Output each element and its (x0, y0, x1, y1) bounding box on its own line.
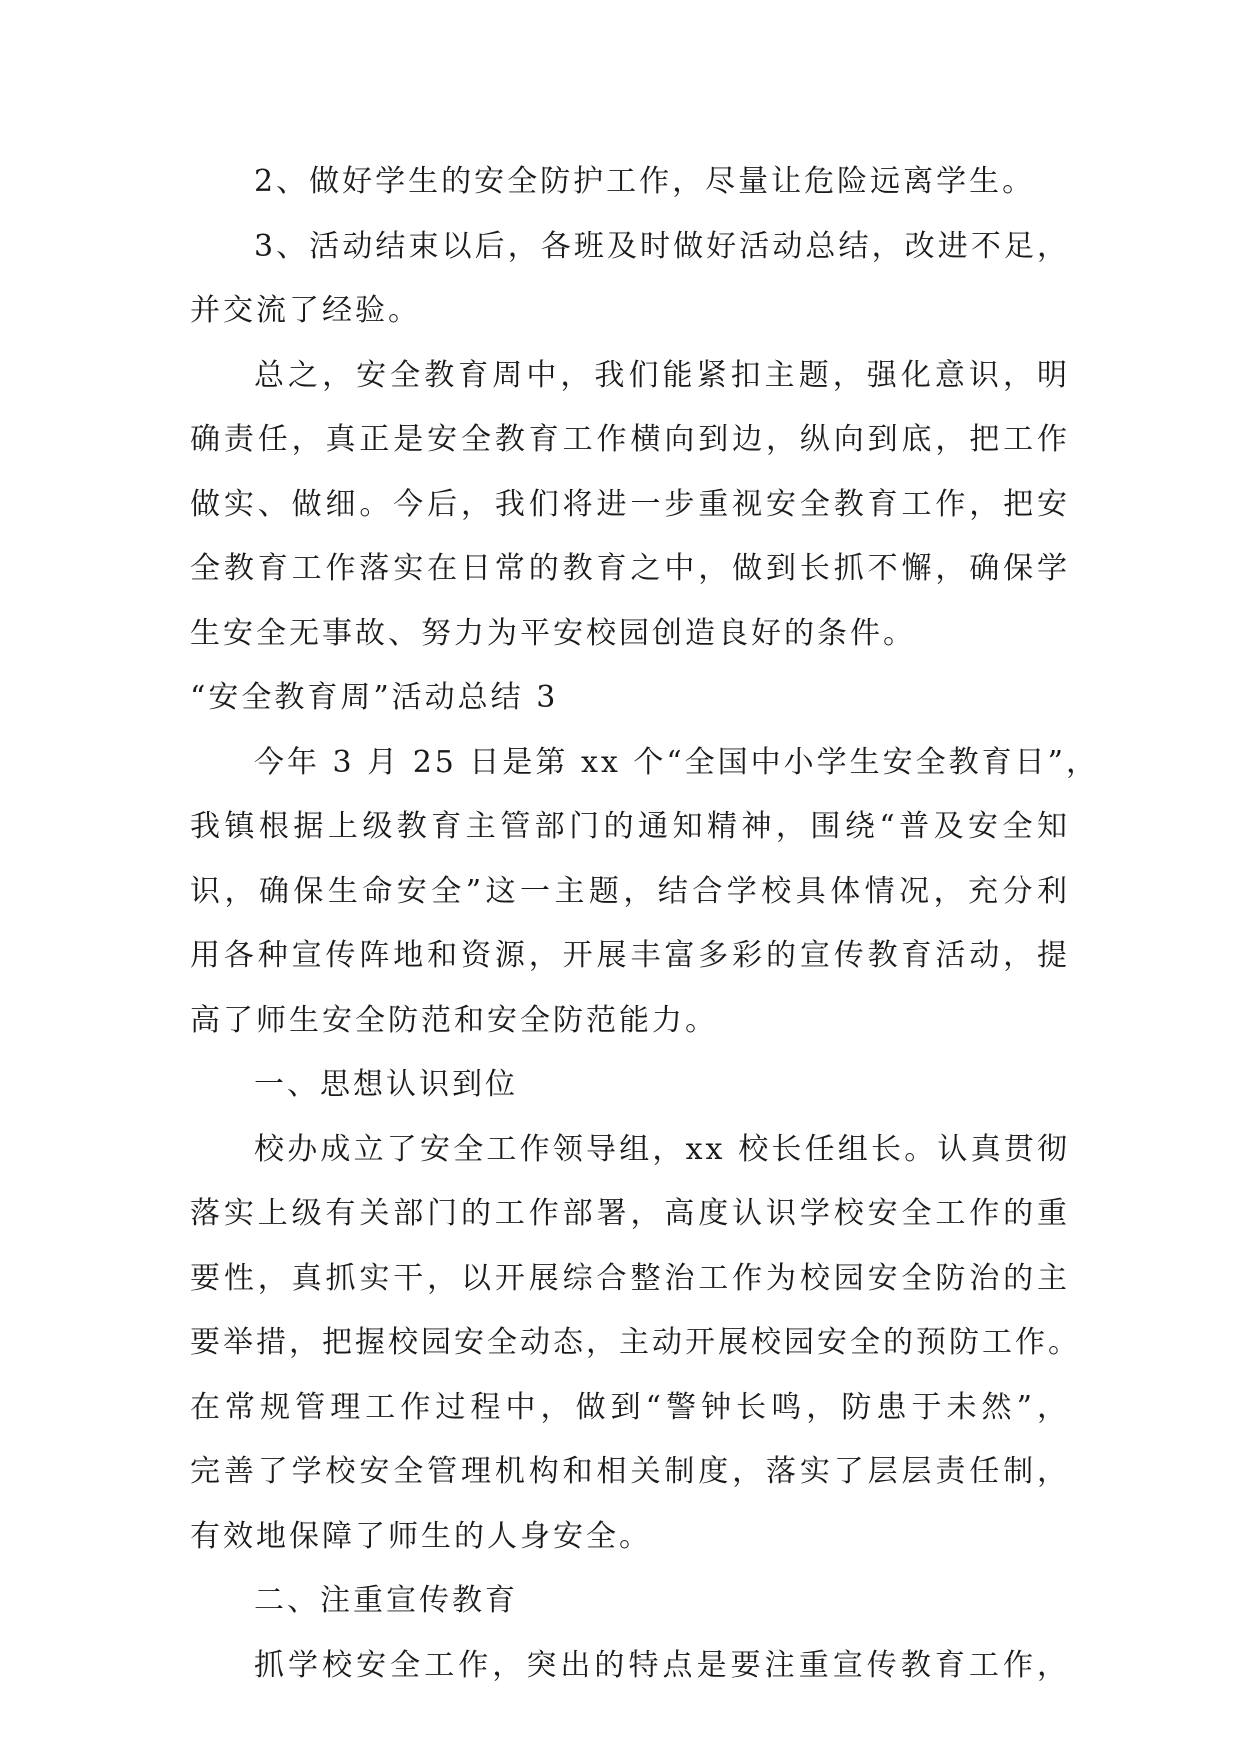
paragraph-line: 完善了学校安全管理机构和相关制度，落实了层层责任制， (190, 1454, 1070, 1489)
paragraph-line: 今年 3 月 25 日是第 xx 个“全国中小学生安全教育日”， (254, 744, 1099, 780)
paragraph-line: 我镇根据上级教育主管部门的通知精神，围绕“普及安全知 (190, 809, 1070, 844)
subsection-heading: 一、思想认识到位 (254, 1067, 518, 1102)
paragraph-line: 有效地保障了师生的人身安全。 (190, 1518, 652, 1554)
paragraph-line: 识，确保生命安全”这一主题，结合学校具体情况，充分利 (190, 873, 1070, 909)
paragraph-line: 3、活动结束以后，各班及时做好活动总结，改进不足， (254, 228, 1070, 264)
paragraph-line: 校办成立了安全工作领导组，xx 校长任组长。认真贯彻 (254, 1131, 1070, 1167)
paragraph-line: 总之，安全教育周中，我们能紧扣主题，强化意识，明 (254, 357, 1070, 393)
paragraph-line: 确责任，真正是安全教育工作横向到边，纵向到底，把工作 (190, 422, 1070, 457)
paragraph-line: 做实、做细。今后，我们将进一步重视安全教育工作，把安 (190, 486, 1070, 522)
subsection-heading: 二、注重宣传教育 (254, 1583, 518, 1618)
paragraph-line: 在常规管理工作过程中，做到“警钟长鸣，防患于未然”， (190, 1389, 1070, 1425)
paragraph-line: 高了师生安全防范和安全防范能力。 (190, 1002, 718, 1038)
section-heading: “安全教育周”活动总结 3 (190, 680, 559, 715)
paragraph-line: 落实上级有关部门的工作部署，高度认识学校安全工作的重 (190, 1196, 1070, 1231)
paragraph-line: 2、做好学生的安全防护工作，尽量让危险远离学生。 (254, 164, 1036, 199)
paragraph-line: 要性，真抓实干，以开展综合整治工作为校园安全防治的主 (190, 1260, 1070, 1296)
paragraph-line: 全教育工作落实在日常的教育之中，做到长抓不懈，确保学 (190, 551, 1070, 586)
document-body (190, 157, 1099, 1705)
paragraph-line: 抓学校安全工作，突出的特点是要注重宣传教育工作， (254, 1647, 1070, 1683)
paragraph-line: 用各种宣传阵地和资源，开展丰富多彩的宣传教育活动，提 (190, 938, 1070, 973)
paragraph-line: 并交流了经验。 (190, 293, 421, 328)
paragraph-line: 生安全无事故、努力为平安校园创造良好的条件。 (190, 615, 916, 651)
paragraph-line: 要举措，把握校园安全动态，主动开展校园安全的预防工作。 (190, 1325, 1081, 1360)
